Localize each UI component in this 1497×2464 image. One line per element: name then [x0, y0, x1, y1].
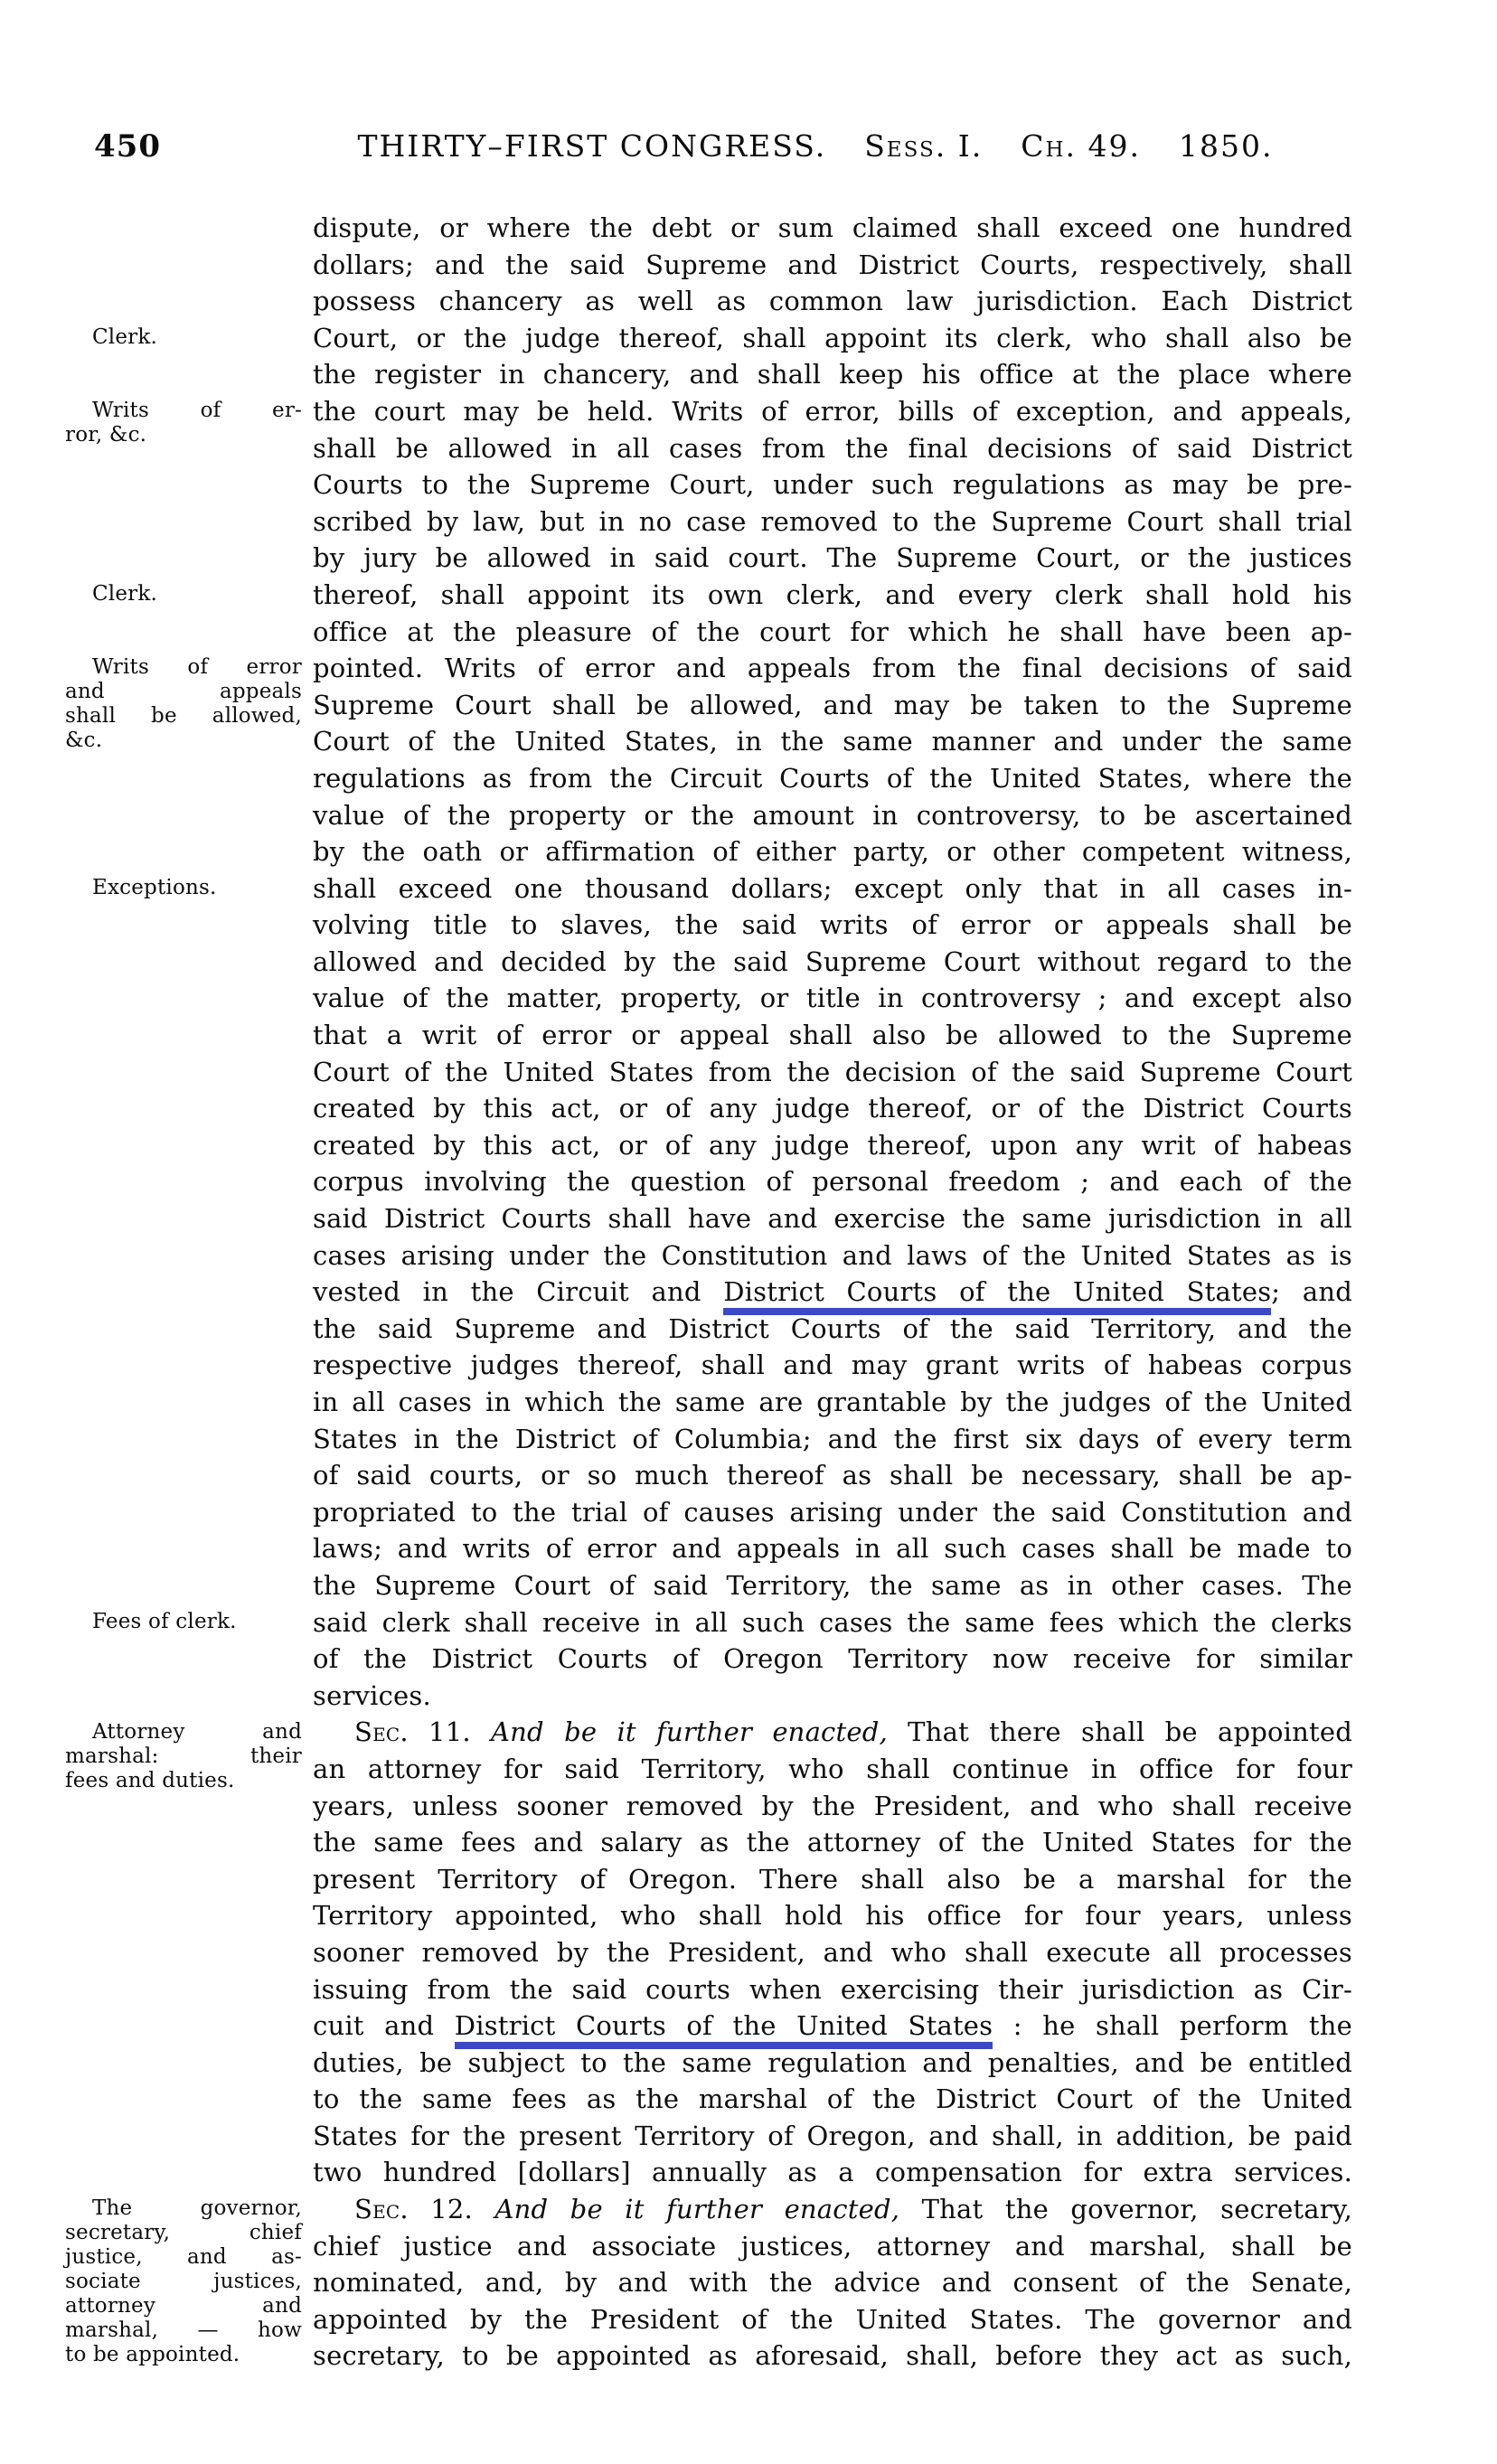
text-segment: States in the District of Columbia; and the first six days of every term	[313, 1423, 1352, 1454]
body-line	[313, 723, 1352, 760]
margin-note-line: attorney and	[65, 2294, 302, 2318]
body-line	[313, 1054, 1352, 1091]
text-segment: to the same fees as the marshal of the District Court of the United	[313, 2083, 1352, 2115]
text-segment: allowed and decided by the said Supreme Court without regard to the	[313, 945, 1352, 977]
body-line	[313, 1897, 1352, 1934]
text-segment: pointed. Writs of error and appeals from the final decisions of said	[313, 653, 1352, 684]
header-chapter: Ch. 49.	[1021, 128, 1141, 164]
text-segment: secretary, to be appointed as aforesaid, shall, before they act as such,	[313, 2340, 1352, 2372]
margin-note-line: and appeals	[65, 680, 302, 704]
page-number: 450	[94, 128, 161, 165]
margin-note-line: Clerk.	[92, 324, 158, 349]
text-segment: chief justice and associate justices, attorney and marshal, shall be	[313, 2230, 1352, 2262]
header-session: Sess. I.	[864, 128, 984, 164]
body-line	[313, 2191, 1352, 2228]
text-segment: office at the pleasure of the court for which he shall have been ap-	[313, 616, 1352, 647]
text-segment: the same fees and salary as the attorney of the United States for the	[313, 1827, 1352, 1858]
text-segment: issuing from the said courts when exercising their jurisdiction as Cir-	[313, 1973, 1352, 2005]
body-line	[313, 1090, 1352, 1127]
body-line	[313, 320, 1352, 357]
body-line	[313, 2228, 1352, 2265]
margin-note-line: Clerk.	[92, 582, 158, 606]
text-segment: sooner removed by the President, and who shall execute all processes	[313, 1936, 1352, 1968]
text-segment: shall be allowed in all cases from the final decisions of said District	[313, 432, 1352, 464]
margin-note-line: marshal: their	[65, 1744, 302, 1768]
margin-note-line: Writs of er-	[92, 399, 302, 422]
text-segment: value of the property or the amount in controversy, to be ascertained	[313, 799, 1352, 831]
text-segment: by jury be allowed in said court. The Supreme Court, or the justices	[313, 542, 1352, 574]
body-line	[313, 393, 1352, 430]
text-segment: in all cases in which the same are grantable by the judges of the United	[313, 1387, 1352, 1417]
margin-note-line: to be appointed.	[65, 2343, 240, 2367]
text-segment: value of the matter, property, or title in controversy ; and except also	[313, 983, 1352, 1014]
text-segment: regulations as from the Circuit Courts of the United States, where the	[313, 762, 1352, 794]
text-segment: of said courts, or so much thereof as shall be necessary, shall be ap-	[313, 1460, 1352, 1491]
margin-note-line: shall be allowed,	[65, 704, 302, 729]
body-line	[313, 503, 1352, 541]
body-line	[313, 1824, 1352, 1861]
body-line	[313, 2008, 1352, 2045]
margin-note-line: sociate justices,	[65, 2270, 302, 2294]
margin-note	[65, 399, 302, 447]
text-segment: vested in the Circuit and	[313, 1276, 724, 1308]
body-line	[313, 1127, 1352, 1164]
body-line	[313, 1567, 1352, 1604]
body-line	[313, 247, 1352, 284]
text-segment: Territory appointed, who shall hold his office for four years, unless	[313, 1900, 1352, 1932]
margin-note-line: Writs of error	[92, 655, 302, 680]
body-line	[313, 1714, 1352, 1751]
body-line	[313, 2081, 1352, 2118]
text-segment: cases arising under the Constitution and laws of the United States as is	[313, 1239, 1352, 1271]
text-segment: Sec. 11.	[354, 1716, 492, 1748]
header-year: 1850.	[1179, 128, 1274, 164]
margin-note-line: fees and duties.	[65, 1768, 235, 1792]
text-segment: And be it further enacted,	[491, 1716, 888, 1748]
margin-note	[65, 876, 302, 900]
text-segment: nominated, and, by and with the advice and consent of the Senate,	[313, 2267, 1352, 2299]
body-line	[313, 1274, 1352, 1311]
text-segment: the Supreme Court of said Territory, the same as in other cases. The	[313, 1569, 1352, 1601]
margin-note-line: ror, &c.	[65, 423, 147, 447]
text-segment: of the District Courts of Oregon Territory now receive for similar	[313, 1643, 1352, 1675]
body-line	[313, 1421, 1352, 1458]
body-line	[313, 2301, 1352, 2338]
body-line	[313, 2337, 1352, 2375]
text-segment: That the governor, secretary,	[899, 2194, 1352, 2225]
body-line	[313, 2264, 1352, 2301]
text-segment: years, unless sooner removed by the President, and who shall receive	[313, 1790, 1352, 1821]
body-line	[313, 687, 1352, 724]
body-line	[313, 1934, 1352, 1971]
margin-note-line: Attorney and	[92, 1719, 302, 1744]
text-segment: States for the present Territory of Oregon, and shall, in addition, be paid	[313, 2120, 1352, 2151]
text-segment: dollars; and the said Supreme and District Courts, respectively, shall	[313, 249, 1352, 280]
body-line	[313, 540, 1352, 577]
body-line	[313, 1347, 1352, 1384]
text-segment: corpus involving the question of personal freedom ; and each of the	[313, 1166, 1352, 1198]
body-line	[313, 1311, 1352, 1348]
body-line	[313, 1788, 1352, 1825]
text-segment: volving title to slaves, the said writs of error or appeals shall be	[313, 909, 1352, 941]
body-line	[313, 1017, 1352, 1054]
text-segment: possess chancery as well as common law jurisdiction. Each District	[313, 286, 1352, 317]
body-line	[313, 980, 1352, 1017]
text-segment: Supreme Court shall be allowed, and may be taken to the Supreme	[313, 689, 1352, 720]
body-line	[313, 650, 1352, 687]
body-line	[313, 833, 1352, 870]
text-segment: two hundred [dollars] annually as a compensation for extra services.	[313, 2157, 1352, 2188]
body-line	[313, 944, 1352, 981]
body-line	[313, 1604, 1352, 1641]
body-line	[313, 1200, 1352, 1237]
body-line	[313, 614, 1352, 651]
body-line	[313, 797, 1352, 834]
text-segment: Court, or the judge thereof, shall appoint its clerk, who shall also be	[313, 322, 1352, 353]
margin-note	[65, 582, 302, 607]
body-line	[313, 1751, 1352, 1788]
text-segment: created by this act, or of any judge thereof, upon any writ of habeas	[313, 1129, 1352, 1161]
body-line	[313, 1861, 1352, 1898]
margin-note	[65, 1610, 302, 1634]
margin-note	[65, 655, 302, 753]
text-segment: ; and	[1271, 1276, 1353, 1308]
body-line	[313, 1494, 1352, 1531]
body-line	[313, 1163, 1352, 1200]
body-line	[313, 1971, 1352, 2008]
body-line	[313, 430, 1352, 467]
text-segment: thereof, shall appoint its own clerk, and every clerk shall hold his	[313, 578, 1352, 610]
body-line	[313, 2154, 1352, 2191]
body-line	[313, 466, 1352, 503]
margin-note-line: Exceptions.	[92, 875, 217, 899]
body-line	[313, 1384, 1352, 1421]
body-line	[313, 210, 1352, 247]
margin-note	[65, 325, 302, 350]
body-line	[313, 870, 1352, 908]
body-line	[313, 577, 1352, 614]
text-segment: duties, be subject to the same regulation and penalties, and be entitled	[313, 2046, 1352, 2078]
body-line	[313, 760, 1352, 797]
text-segment: laws; and writs of error and appeals in all such cases shall be made to	[313, 1533, 1352, 1565]
body-text	[313, 210, 1352, 2375]
margin-note-line: justice, and as-	[65, 2245, 302, 2270]
underline-annotation: District Courts of the United States	[723, 1276, 1271, 1315]
body-line	[313, 283, 1352, 320]
body-line	[313, 2118, 1352, 2155]
page-title	[161, 128, 1361, 164]
margin-note-line: secretary, chief	[65, 2221, 302, 2245]
text-segment: And be it further enacted,	[494, 2194, 900, 2225]
text-segment: services.	[313, 1679, 431, 1711]
text-segment: propriated to the trial of causes arising under the said Constitution and	[313, 1496, 1352, 1528]
text-segment: the court may be held. Writs of error, bills of exception, and appeals,	[313, 395, 1352, 427]
margin-note-line: marshal, — how	[65, 2318, 302, 2343]
body-line	[313, 1641, 1352, 1678]
margin-note	[65, 2196, 302, 2367]
text-segment: That there shall be appointed	[887, 1716, 1353, 1748]
margin-note-line: Fees of clerk.	[92, 1609, 237, 1633]
text-segment: Sec. 12.	[354, 2194, 495, 2225]
text-segment: respective judges thereof, shall and may grant writs of habeas corpus	[313, 1350, 1352, 1381]
margin-note-line: &c.	[65, 729, 103, 753]
text-segment: dispute, or where the debt or sum claimed shall exceed one hundred	[313, 212, 1352, 243]
text-segment: the said Supreme and District Courts of the said Territory, and the	[313, 1312, 1352, 1344]
body-line	[313, 1678, 1352, 1715]
header-congress: THIRTY–FIRST CONGRESS.	[357, 128, 827, 164]
text-segment: the register in chancery, and shall keep his office at the place where	[313, 359, 1352, 390]
text-segment: said clerk shall receive in all such cases the same fees which the clerks	[313, 1606, 1352, 1638]
body-line	[313, 907, 1352, 944]
margin-note-line: The governor,	[92, 2196, 302, 2221]
body-line	[313, 1457, 1352, 1494]
text-segment: by the oath or affirmation of either party, or other competent witness,	[313, 836, 1352, 868]
text-segment: that a writ of error or appeal shall also be allowed to the Supreme	[313, 1020, 1352, 1051]
text-segment: : he shall perform the	[993, 2010, 1352, 2042]
body-line	[313, 2045, 1352, 2082]
text-segment: said District Courts shall have and exercise the same jurisdiction in all	[313, 1203, 1352, 1235]
body-line	[313, 1237, 1352, 1274]
text-segment: Courts to the Supreme Court, under such regulations as may be pre-	[313, 469, 1352, 501]
margin-note	[65, 1720, 302, 1793]
text-segment: Court of the United States from the decision of the said Supreme Court	[313, 1056, 1352, 1087]
running-head	[94, 128, 1361, 165]
text-segment: created by this act, or of any judge thereof, or of the District Courts	[313, 1093, 1352, 1124]
text-segment: present Territory of Oregon. There shall also be a marshal for the	[313, 1863, 1352, 1895]
text-segment: appointed by the President of the United States. The governor and	[313, 2303, 1352, 2335]
body-line	[313, 1530, 1352, 1567]
text-segment: Court of the United States, in the same manner and under the same	[313, 726, 1352, 757]
body-line	[313, 356, 1352, 393]
text-segment: shall exceed one thousand dollars; except only that in all cases in-	[313, 872, 1352, 904]
text-segment: cuit and	[313, 2010, 455, 2042]
text-segment: scribed by law, but in no case removed to the Supreme Court shall trial	[313, 505, 1352, 537]
underline-annotation: District Courts of the United States	[455, 2010, 993, 2049]
text-segment: an attorney for said Territory, who shall continue in office for four	[313, 1753, 1352, 1784]
